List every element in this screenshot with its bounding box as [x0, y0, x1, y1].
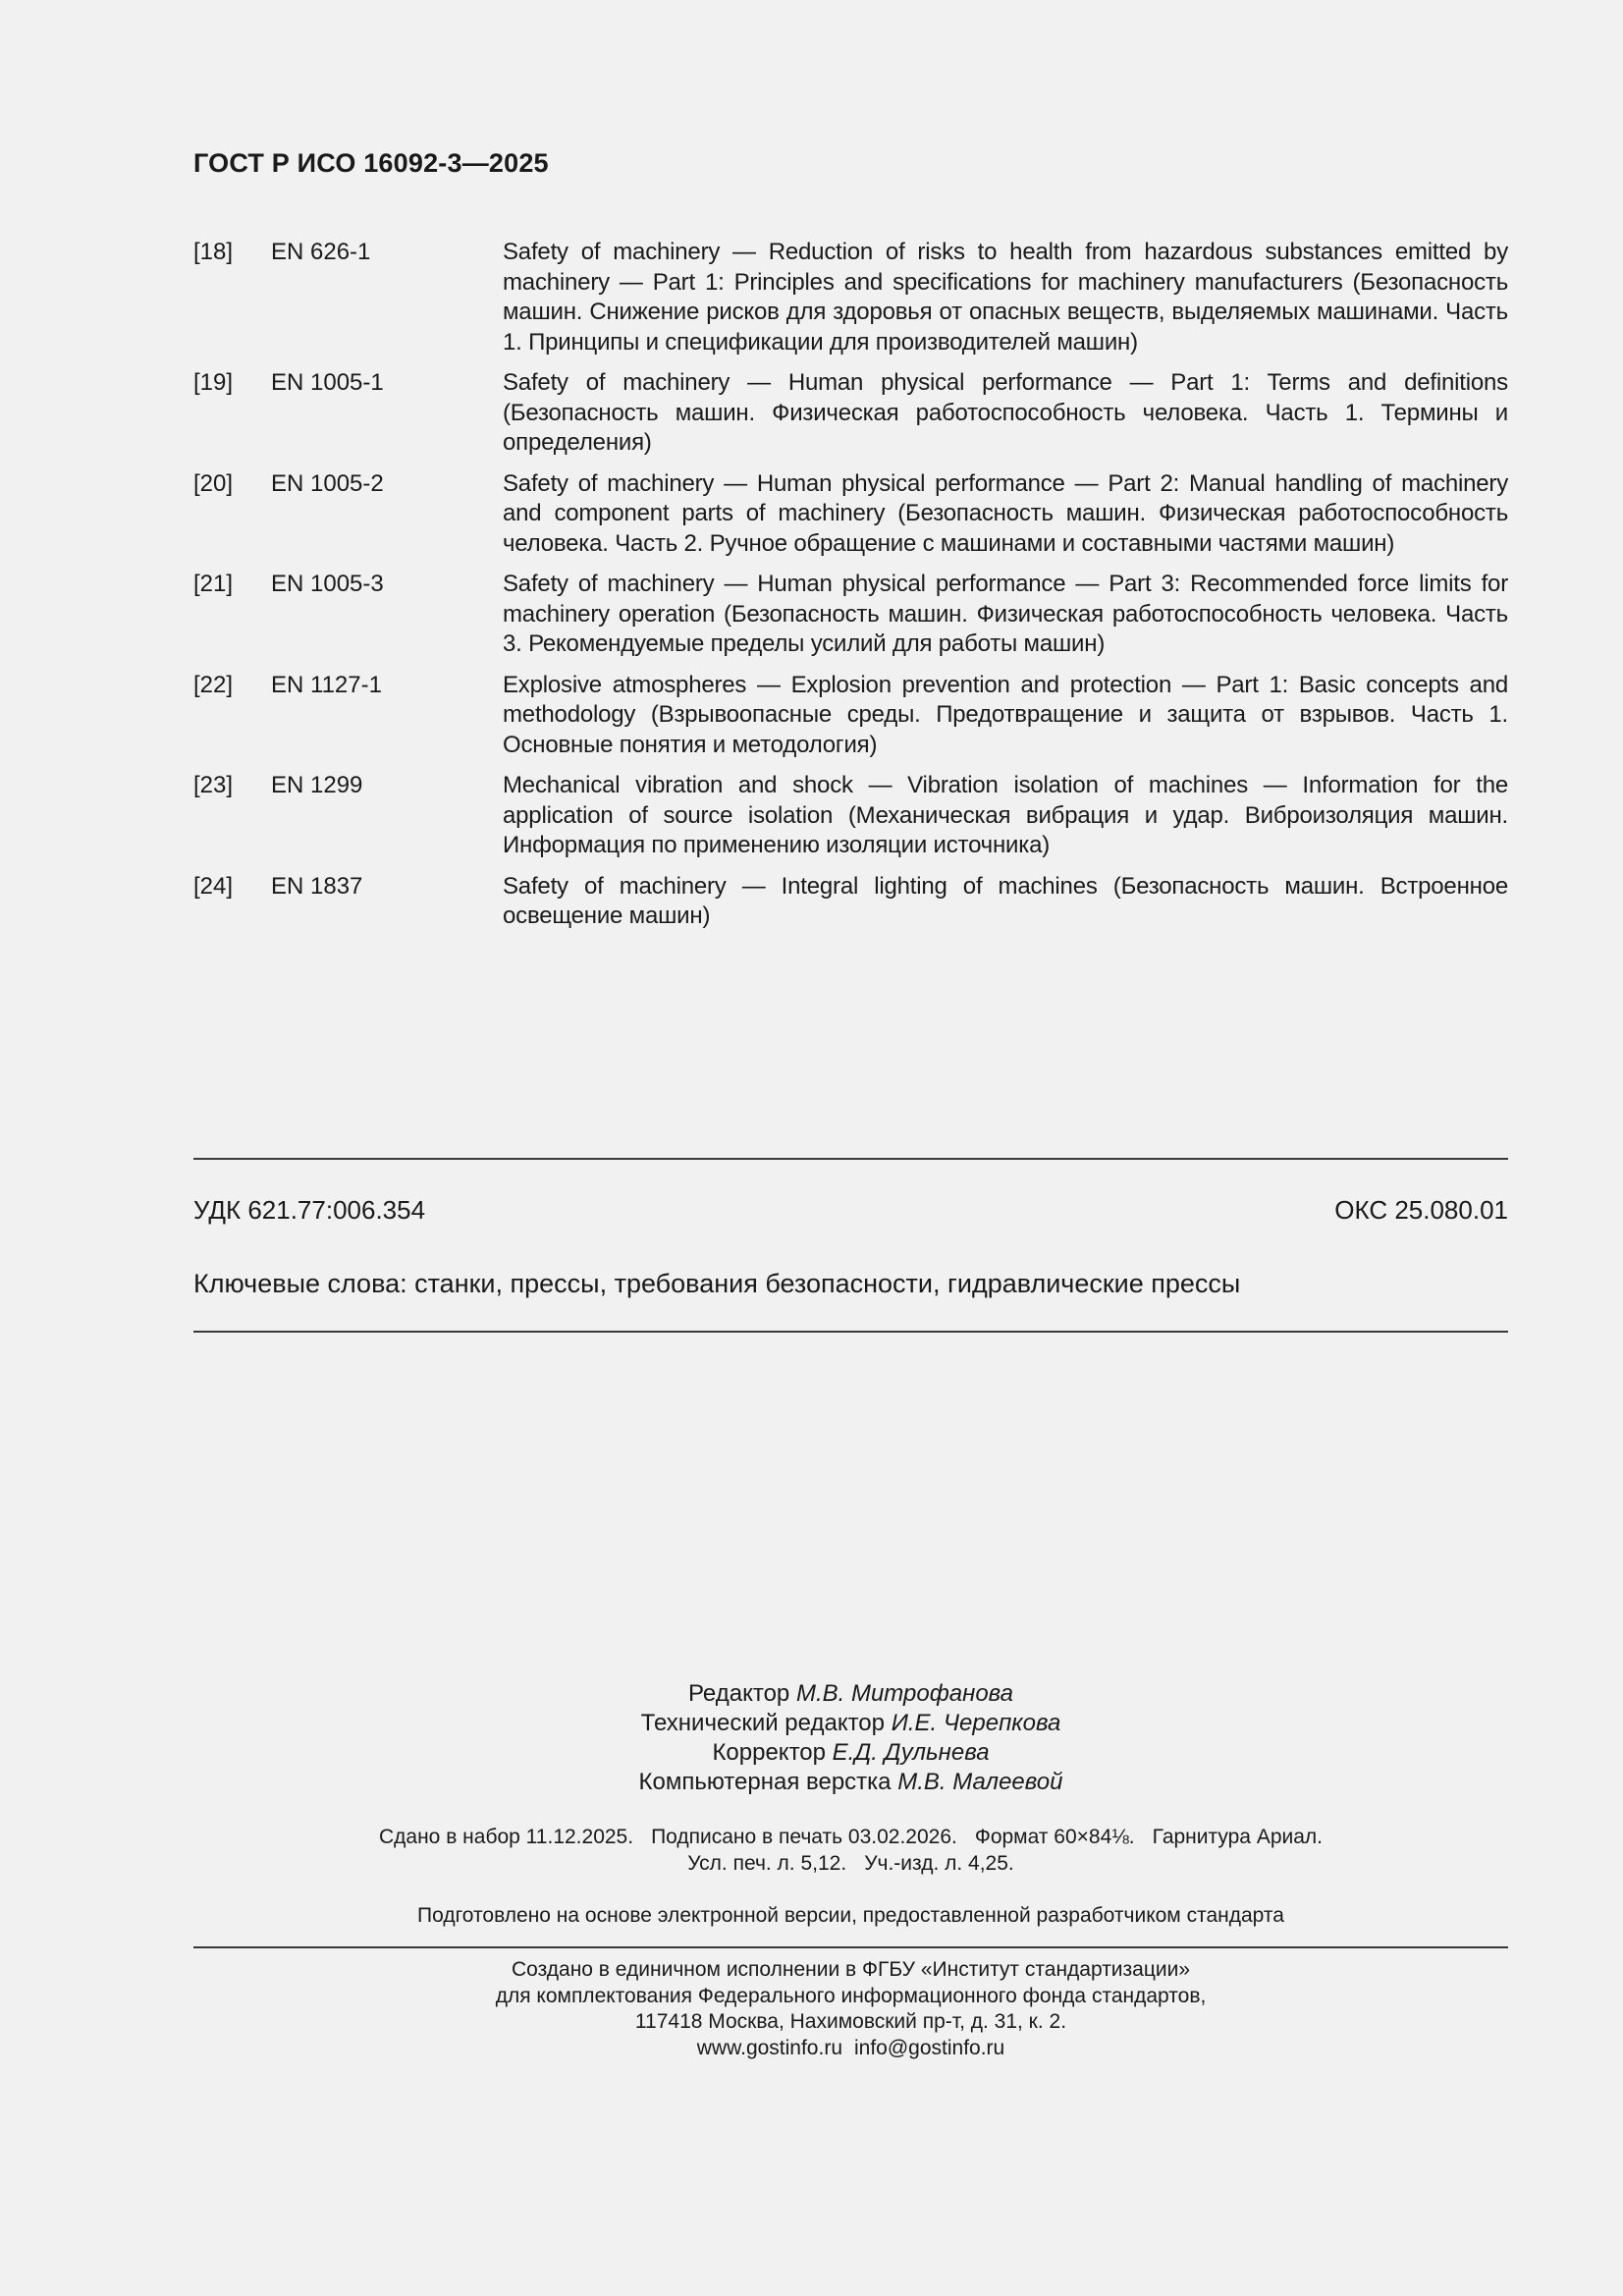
entry-number: [20] — [193, 469, 234, 497]
credit-line — [193, 1768, 1508, 1797]
entry-number: [18] — [193, 239, 234, 265]
credits-block — [193, 1679, 1508, 1797]
imprint-publ-sheets: Уч.-изд. л. 4,25. — [864, 1852, 1014, 1875]
entry-code: EN 1005-2 — [271, 469, 384, 497]
bibliography-entry — [193, 368, 1508, 459]
entry-title: Safety of machinery — Human physical performance — Part 3: Recommended force limits for machinery operation (Безопасность машин. Физическая работоспособность человека. Часть 3. Рекомендуемые пределы усилий для работы машин) — [503, 571, 1508, 657]
bibliography-entry — [193, 671, 1508, 761]
credit-name: И.Е. Черепкова — [891, 1710, 1061, 1736]
entry-title: Safety of machinery — Human physical performance — Part 1: Terms and definitions (Безопасность машин. Физическая работоспособность человека. Часть 1. Термины и определения) — [503, 369, 1508, 456]
oks-code: ОКС 25.080.01 — [1334, 1195, 1508, 1225]
credit-role: Корректор — [712, 1739, 826, 1766]
credit-role: Редактор — [687, 1680, 790, 1707]
credit-line — [193, 1738, 1508, 1768]
udk-code: УДК 621.77:006.354 — [193, 1195, 426, 1225]
imprint-format: Формат 60×84⅛. — [974, 1826, 1135, 1848]
prepared-note: Подготовлено на основе электронной версии, предоставленной разработчиком стандарта — [417, 1904, 1284, 1927]
entry-code: EN 626-1 — [271, 239, 371, 265]
imprint-typeface: Гарнитура Ариал. — [1152, 1826, 1323, 1848]
imprint-line — [193, 1824, 1508, 1850]
entry-title: Safety of machinery — Reduction of risks to health from hazardous substances emitted by machinery — Part 1: Principles and specifications for machinery manufacturers (Безопасность машин. Снижение рисков для здоровья от опасных веществ, выделяемых машинами. Часть 1. Принципы и спецификации для производителей машин) — [503, 239, 1508, 355]
imprint-signed: Подписано в печать 03.02.2026. — [651, 1826, 957, 1848]
credit-line — [193, 1679, 1508, 1709]
entry-title: Mechanical vibration and shock — Vibration isolation of machines — Information for the application of source isolation (Механическая вибрация и удар. Виброизоляция машин. Информация по применению изоляции источника) — [503, 772, 1508, 858]
entry-number: [23] — [193, 772, 234, 798]
credit-line — [193, 1709, 1508, 1738]
entry-title: Safety of machinery — Integral lighting of machines (Безопасность машин. Встроенное освещение машин) — [503, 872, 1508, 929]
credit-role: Компьютерная верстка — [638, 1769, 892, 1795]
entry-code: EN 1837 — [271, 872, 363, 900]
divider-top — [193, 1158, 1508, 1160]
bibliography-entry — [193, 469, 1508, 560]
document-header: ГОСТ Р ИСО 16092-3—2025 — [193, 148, 549, 178]
credit-name: М.В. Малеевой — [897, 1769, 1063, 1795]
entry-number: [19] — [193, 369, 234, 396]
imprint-block — [193, 1824, 1508, 1877]
publisher-block — [193, 1957, 1508, 2061]
imprint-print-sheets: Усл. печ. л. 5,12. — [687, 1852, 847, 1875]
bibliography-entry — [193, 771, 1508, 861]
imprint-line — [193, 1850, 1508, 1877]
publisher-line: 117418 Москва, Нахимовский пр-т, д. 31, к. 2. — [634, 2010, 1067, 2033]
bibliography-entry — [193, 872, 1508, 932]
divider-bottom — [193, 1331, 1508, 1333]
imprint-typeset: Сдано в набор 11.12.2025. — [378, 1826, 634, 1848]
credit-name: Е.Д. Дульнева — [832, 1739, 990, 1766]
website-link[interactable]: www.gostinfo.ru — [696, 2036, 842, 2059]
entry-title: Explosive atmospheres — Explosion prevention and protection — Part 1: Basic concepts and methodology (Взрывоопасные среды. Предотвращение и защита от взрывов. Часть 1. Основные понятия и методология) — [503, 671, 1508, 758]
divider-publisher — [193, 1946, 1508, 1948]
entry-number: [24] — [193, 872, 234, 900]
bibliography-entry — [193, 238, 1508, 357]
credit-role: Технический редактор — [640, 1710, 886, 1736]
keywords: Ключевые слова: станки, прессы, требования безопасности, гидравлические прессы — [193, 1269, 1241, 1298]
credit-name: М.В. Митрофанова — [795, 1680, 1014, 1707]
bibliography-entry — [193, 570, 1508, 660]
bibliography-list — [193, 238, 1508, 943]
email-link[interactable]: info@gostinfo.ru — [854, 2036, 1005, 2059]
entry-number: [22] — [193, 671, 234, 698]
entry-code: EN 1005-1 — [271, 369, 384, 396]
publisher-line: Создано в единичном исполнении в ФГБУ «Институт стандартизации» — [511, 1958, 1191, 1981]
publisher-contacts — [193, 2036, 1508, 2062]
entry-title: Safety of machinery — Human physical performance — Part 2: Manual handling of machinery and component parts of machinery (Безопасность машин. Физическая работоспособность человека. Часть 2. Ручное обращение с машинами и составными частями машин) — [503, 469, 1508, 557]
entry-code: EN 1005-3 — [271, 571, 384, 597]
entry-code: EN 1299 — [271, 772, 363, 798]
entry-code: EN 1127-1 — [271, 671, 382, 698]
entry-number: [21] — [193, 571, 234, 597]
publisher-line: для комплектования Федерального информационного фонда стандартов, — [495, 1984, 1207, 2007]
